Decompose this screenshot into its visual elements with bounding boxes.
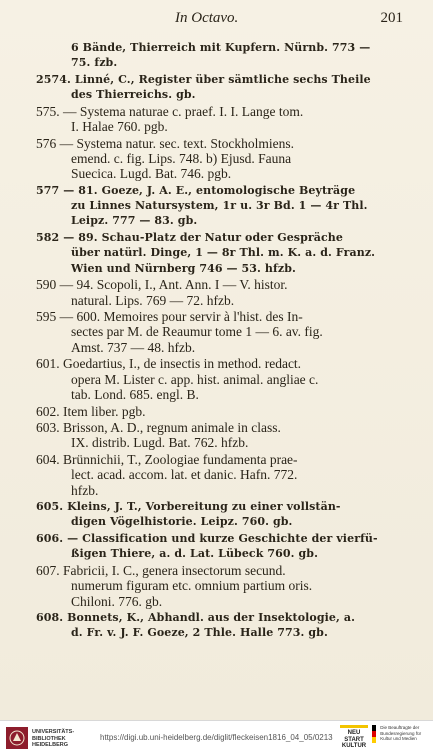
- entry-line: 595 — 600. Memoires pour servir à l'hist. des In-: [36, 309, 303, 325]
- entry-line: zu Linnes Natursystem, 1r u. 3r Bd. 1 — 4r Thl.: [71, 199, 368, 213]
- catalog-entry: [36, 309, 404, 355]
- catalog-entry: [36, 136, 404, 182]
- entry-line: lect. acad. accom. lat. et danic. Hafn. 772.: [71, 467, 298, 483]
- entry-line: d. Fr. v. J. F. Goeze, 2 Thle. Halle 773. gb.: [71, 626, 328, 640]
- catalog-entry: [36, 40, 404, 71]
- entry-line: 606. — Classification und kurze Geschichte der vierfü-: [36, 532, 378, 546]
- entry-line: 576 — Systema natur. sec. text. Stockholmiens.: [36, 135, 294, 151]
- entry-line: 6 Bände, Thierreich mit Kupfern. Nürnb. 773 —: [71, 41, 371, 54]
- bkm-logo: [372, 725, 430, 753]
- bkm-line1: Die Beauftragte der Bundesregierung: [380, 725, 420, 736]
- entry-line: 607. Fabricii, I. C., genera insectorum secund.: [36, 562, 286, 578]
- catalog-entry: [36, 452, 404, 498]
- catalog-entry: [36, 183, 404, 229]
- entry-line: 575. — Systema naturae c. praef. I. I. Lange tom.: [36, 103, 304, 119]
- catalog-entry: [36, 610, 404, 641]
- entry-line: 604. Brünnichii, T., Zoologiae fundamenta prae-: [36, 451, 298, 467]
- entry-line: Wien und Nürnberg 746 — 53. hfzb.: [71, 261, 296, 275]
- entry-line: IX. distrib. Lugd. Bat. 762. hfzb.: [71, 435, 249, 451]
- catalog-entry: [36, 563, 404, 609]
- entry-line: über natürl. Dinge, 1 — 8r Thl. m. K. a. d. Franz.: [71, 246, 376, 260]
- entry-line: hfzb.: [71, 482, 99, 498]
- entry-line: 602. Item liber. pgb.: [36, 403, 146, 419]
- bkm-line2: für Kultur und Medien: [380, 730, 422, 741]
- document-url[interactable]: https://digi.ub.uni-heidelberg.de/diglit/fleckeisen1816_04_05/0213: [100, 733, 333, 742]
- library-name: [32, 729, 74, 749]
- viewer-footer: [0, 720, 433, 756]
- entry-line: ßigen Thiere, a. d. Lat. Lübeck 760. gb.: [71, 547, 319, 561]
- entry-line: 608. Bonnets, K., Abhandl. aus der Insektologie, a.: [36, 611, 356, 625]
- entry-line: tab. Lond. 685. engl. B.: [71, 386, 199, 402]
- entry-line: 601. Goedartius, I., de insectis in method. redact.: [36, 356, 302, 372]
- catalog-entry: [36, 230, 404, 276]
- entry-line: 577 — 81. Goeze, J. A. E., entomologische Beyträge: [36, 183, 356, 197]
- catalog-entry: [36, 277, 404, 308]
- catalog-entries: [36, 40, 404, 642]
- neustart-line1: NEU: [347, 730, 361, 736]
- entry-line: natural. Lips. 769 — 72. hfzb.: [71, 292, 235, 308]
- catalog-entry: [36, 420, 404, 451]
- catalog-entry: [36, 531, 404, 562]
- entry-line: 603. Brisson, A. D., regnum animale in class.: [36, 420, 281, 436]
- page-header: [0, 10, 433, 32]
- entry-line: des Thierreichs. gb.: [71, 88, 196, 102]
- university-library-logo[interactable]: [6, 727, 76, 751]
- entry-line: opera M. Lister c. app. hist. animal. angliae c.: [71, 371, 319, 387]
- entry-line: 75. fzb.: [71, 56, 118, 70]
- entry-line: Amst. 737 — 48. hfzb.: [71, 339, 196, 355]
- library-name-line2: BIBLIOTHEK: [32, 735, 66, 742]
- catalog-entry: [36, 104, 404, 135]
- library-name-line3: HEIDELBERG: [32, 742, 69, 748]
- entry-line: numerum figuram etc. omnium partium oris.: [71, 578, 313, 594]
- entry-line: 590 — 94. Scopoli, I., Ant. Ann. I — V. histor.: [36, 277, 288, 293]
- catalog-entry: [36, 499, 404, 530]
- entry-line: emend. c. fig. Lips. 748. b) Ejusd. Fauna: [71, 150, 292, 166]
- neustart-line2: START: [344, 736, 364, 743]
- entry-line: Chiloni. 776. gb.: [71, 593, 163, 609]
- logo-bar: [340, 725, 368, 728]
- entry-line: Suecica. Lugd. Bat. 746. pgb.: [71, 166, 232, 182]
- entry-line: 2574. Linné, C., Register über sämtliche sechs Theile: [36, 72, 371, 86]
- catalog-entry: [36, 356, 404, 402]
- entry-line: Leipz. 777 — 83. gb.: [71, 214, 198, 228]
- catalog-entry: [36, 72, 404, 103]
- library-seal-icon: [6, 727, 28, 749]
- entry-line: 605. Kleins, J. T., Vorbereitung zu einer vollstän-: [36, 500, 341, 514]
- library-name-line1: UNIVERSITÄTS-: [32, 729, 75, 735]
- entry-line: digen Vögelhistorie. Leipz. 760. gb.: [71, 515, 293, 529]
- entry-line: sectes par M. de Reaumur tome 1 — 6. av. fig.: [71, 324, 323, 340]
- page-number: 201: [380, 10, 403, 26]
- running-title: In Octavo.: [175, 10, 239, 26]
- neustart-line3: KULTUR: [341, 743, 367, 749]
- entry-line: 582 — 89. Schau-Platz der Natur oder Gespräche: [36, 231, 343, 245]
- neustart-kultur-logo: [340, 725, 368, 753]
- catalog-entry: [36, 404, 404, 419]
- entry-line: I. Halae 760. pgb.: [71, 119, 168, 135]
- german-flag-icon: [372, 725, 376, 743]
